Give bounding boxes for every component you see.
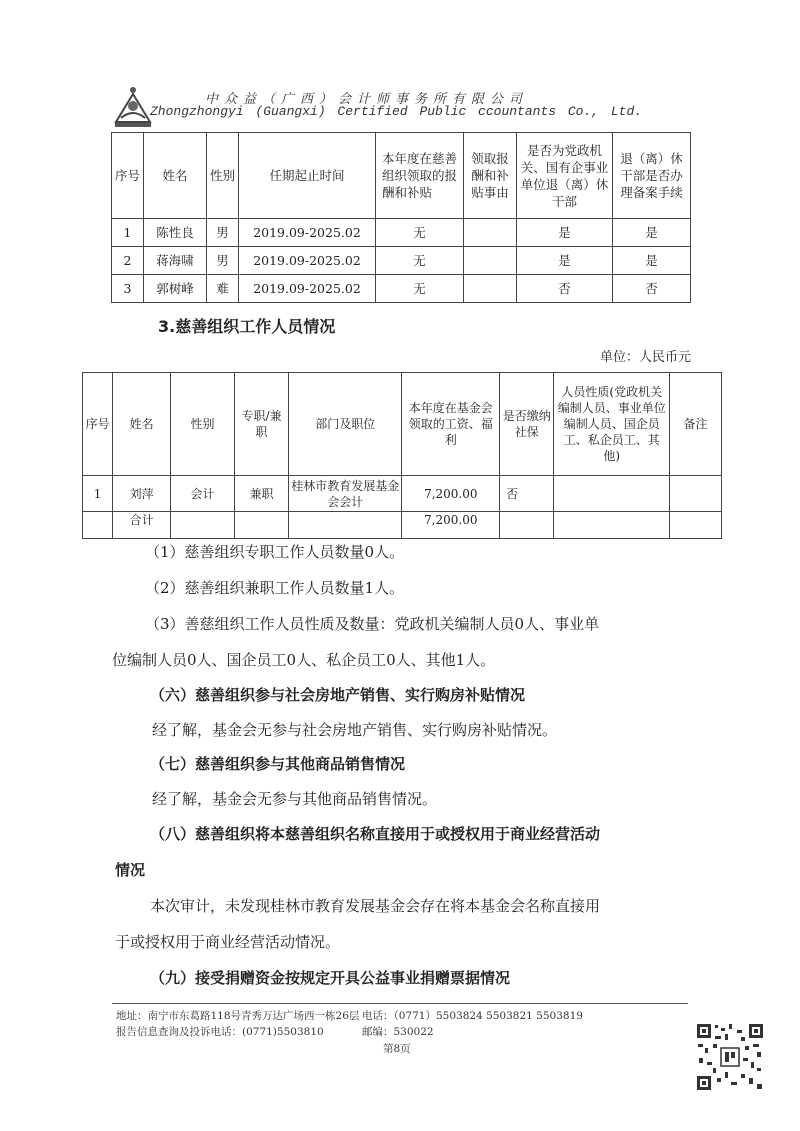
cell-gender: 男	[207, 219, 239, 247]
cell-name: 刘萍	[113, 476, 171, 512]
footer-address: 地址：南宁市东葛路118号青秀万达广场西一栋26层	[116, 1010, 360, 1022]
cell-filed: 否	[613, 275, 691, 303]
cell-index: 1	[112, 219, 144, 247]
section-heading: （八）慈善组织将本慈善组织名称直接用于或授权用于商业经营活动	[150, 825, 601, 843]
header-cell: 专职/兼职	[234, 373, 288, 476]
cell-nature	[554, 476, 670, 512]
table-row	[112, 275, 691, 303]
header-cell: 序号	[83, 373, 113, 476]
header-cell: 姓名	[113, 373, 171, 476]
cell-total-salary: 7,200.00	[402, 512, 500, 539]
cell-filed: 是	[613, 219, 691, 247]
section-heading: （九）接受捐赠资金按规定开具公益事业捐赠票据情况	[150, 969, 511, 987]
cell-pay: 无	[376, 247, 464, 275]
table-header-row	[112, 133, 691, 219]
cell-reason	[464, 275, 517, 303]
cell-gender: 会计	[171, 476, 235, 512]
cell-salary: 7,200.00	[402, 476, 500, 512]
cell-total-label: 合计	[113, 512, 171, 539]
table-row	[112, 219, 691, 247]
cell-empty	[500, 512, 554, 539]
paragraph: 于或授权用于商业经营活动情况。	[115, 933, 341, 951]
cell-index	[83, 512, 113, 539]
company-logo	[113, 86, 153, 128]
cell-index: 3	[112, 275, 144, 303]
total-row	[83, 512, 722, 539]
header-cell: 任期起止时间	[239, 133, 376, 219]
cell-gender: 难	[207, 275, 239, 303]
cell-retired: 否	[517, 275, 613, 303]
cell-type: 兼职	[234, 476, 288, 512]
cell-name: 郭树峰	[144, 275, 207, 303]
table-header-row	[83, 373, 722, 476]
cell-pay: 无	[376, 219, 464, 247]
footer-phone: 电话：（0771）5503824 5503821 5503819	[362, 1010, 583, 1022]
paragraph: 本次审计，未发现桂林市教育发展基金会存在将本基金会名称直接用	[150, 897, 601, 915]
currency-unit: 单位：人民币元	[600, 350, 692, 365]
paragraph: （3）善慈组织工作人员性质及数量：党政机关编制人员0人、事业单	[145, 615, 600, 633]
paragraph: （1）慈善组织专职工作人员数量0人。	[145, 543, 405, 561]
cell-term: 2019.09-2025.02	[239, 219, 376, 247]
cell-empty	[171, 512, 235, 539]
cell-index: 2	[112, 247, 144, 275]
header-cell: 是否为党政机关、国有企事业单位退（离）休干部	[517, 133, 613, 219]
cell-empty	[670, 512, 722, 539]
directors-table	[111, 132, 691, 303]
qr-code-icon	[695, 1022, 765, 1092]
cell-reason	[464, 247, 517, 275]
cell-retired: 是	[517, 247, 613, 275]
staff-table	[82, 372, 722, 539]
section-heading: 情况	[115, 861, 146, 879]
cell-retired: 是	[517, 219, 613, 247]
header-cell: 领取报酬和补贴事由	[464, 133, 517, 219]
cell-dept: 桂林市教育发展基金会会计	[289, 476, 402, 512]
header-cell: 本年度在慈善组织领取的报酬和补贴	[376, 133, 464, 219]
header-cell: 部门及职位	[289, 373, 402, 476]
footer-divider	[112, 1003, 688, 1004]
header-cell: 本年度在基金会领取的工资、福利	[402, 373, 500, 476]
cell-filed: 是	[613, 247, 691, 275]
header-cell: 性别	[207, 133, 239, 219]
section-title: 3.慈善组织工作人员情况	[158, 317, 336, 336]
cell-pay: 无	[376, 275, 464, 303]
cell-term: 2019.09-2025.02	[239, 275, 376, 303]
footer-postcode: 邮编：530022	[362, 1026, 434, 1038]
company-name-cn: 中众益（广西）会计师事务所有限公司	[205, 92, 529, 107]
cell-gender: 男	[207, 247, 239, 275]
page-number: 第8页	[383, 1043, 411, 1055]
paragraph: 经了解，基金会无参与社会房地产销售、实行购房补贴情况。	[152, 721, 558, 739]
table-row	[83, 476, 722, 512]
cell-name: 蒋海啸	[144, 247, 207, 275]
cell-term: 2019.09-2025.02	[239, 247, 376, 275]
paragraph: （2）慈善组织兼职工作人员数量1人。	[145, 579, 405, 597]
paragraph: 位编制人员0人、国企员工0人、私企员工0人、其他1人。	[112, 651, 496, 669]
header-cell: 备注	[670, 373, 722, 476]
cell-empty	[234, 512, 288, 539]
section-heading: （七）慈善组织参与其他商品销售情况	[150, 755, 406, 773]
paragraph: 经了解，基金会无参与其他商品销售情况。	[152, 790, 438, 808]
section-heading: （六）慈善组织参与社会房地产销售、实行购房补贴情况	[150, 686, 526, 704]
header-cell: 序号	[112, 133, 144, 219]
cell-remark	[670, 476, 722, 512]
table-row	[112, 247, 691, 275]
cell-name: 陈性良	[144, 219, 207, 247]
cell-empty	[289, 512, 402, 539]
header-cell: 性别	[171, 373, 235, 476]
cell-social-insurance: 否	[500, 476, 554, 512]
header-cell: 姓名	[144, 133, 207, 219]
cell-reason	[464, 219, 517, 247]
cell-index: 1	[83, 476, 113, 512]
company-name-en: Zhongzhongyi (Guangxi) Certified Public ccountants Co., Ltd.	[150, 104, 643, 119]
header-cell: 是否缴纳社保	[500, 373, 554, 476]
footer-complaint-phone: 报告信息查询及投诉电话：(0771)5503810	[116, 1026, 324, 1038]
cell-empty	[554, 512, 670, 539]
header-cell: 人员性质(党政机关编制人员、事业单位编制人员、国企员工、私企员工、其他)	[554, 373, 670, 476]
header-cell: 退（离）休干部是否办理备案手续	[613, 133, 691, 219]
